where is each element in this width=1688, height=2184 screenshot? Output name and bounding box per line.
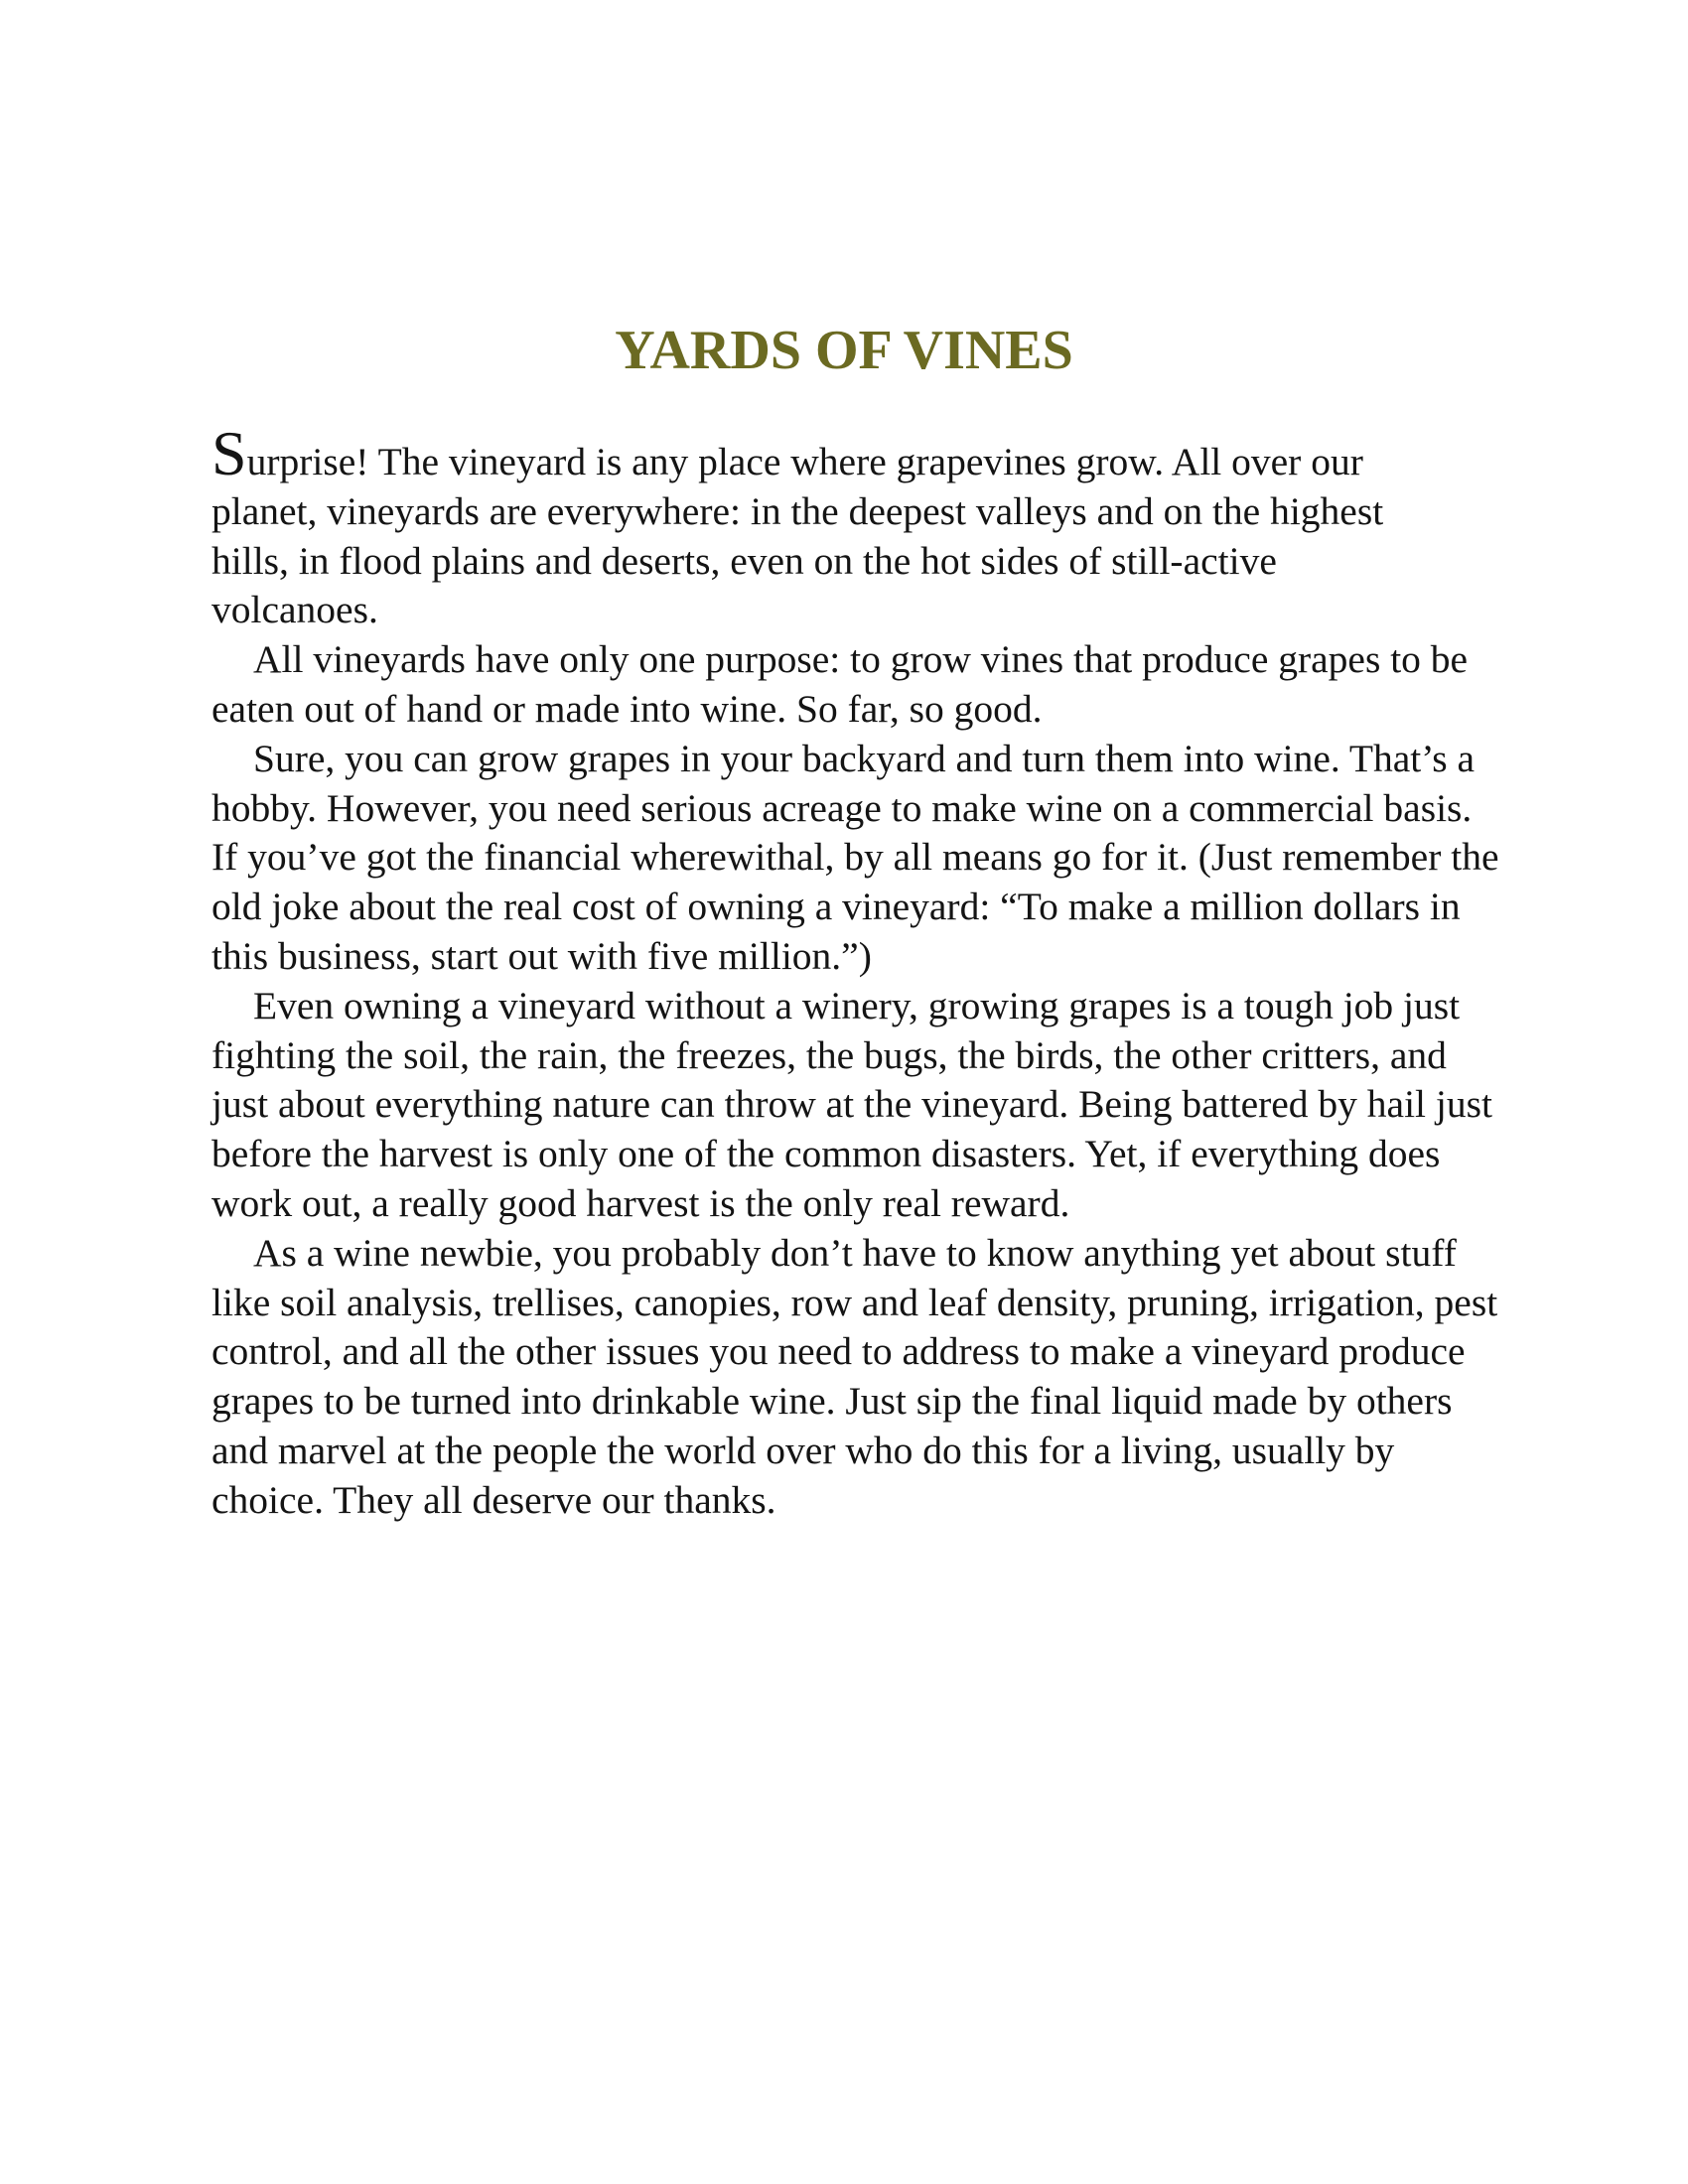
paragraph-1-line-1-text: urprise! The vineyard is any place where grapevines grow. All over our (246, 440, 1363, 483)
paragraph-1-line-1 (211, 418, 1502, 488)
paragraph-1-line-4: volcanoes. (211, 588, 378, 632)
paragraph-1 (211, 418, 1502, 635)
page-title: YARDS OF VINES (615, 320, 1073, 381)
paragraph-1-line-3: hills, in flood plains and deserts, even on the hot sides of still-active (211, 538, 1277, 583)
paragraph-1-line-2: planet, vineyards are everywhere: in the deepest valleys and on the highest (211, 488, 1384, 533)
paragraph-4: Even owning a vineyard without a winery, growing grapes is a tough job just fighting the soil, the rain, the freezes, the bugs, the birds, the other critters, and just about everything nature can throw at the vineyard. Being battered by hail just before the harvest is only one of the common disasters. Yet, if everything does work out, a really good harvest is the only real reward. (211, 983, 1492, 1225)
paragraph-3: Sure, you can grow grapes in your backyard and turn them into wine. That’s a hobby. However, you need serious acreage to make wine on a commercial basis. If you’ve got the financial wherewithal, by all means go for it. (Just remember the old joke about the real cost of owning a vineyard: “To make a million dollars in this business, start out with five million.”) (211, 736, 1499, 978)
drop-cap: S (211, 418, 247, 488)
paragraph-5: As a wine newbie, you probably don’t have to know anything yet about stuff like soil analysis, trellises, canopies, row and leaf density, pruning, irrigation, pest control, and all the other issues you need to address to make a vineyard produce grapes to be turned into drinkable wine. Just sip the final liquid made by others and marvel at the people the world over who do this for a living, usually by choice. They all deserve our thanks. (211, 1230, 1498, 1522)
paragraph-2: All vineyards have only one purpose: to grow vines that produce grapes to be eaten out of hand or made into wine. So far, so good. (211, 637, 1469, 731)
body-text (211, 418, 1502, 1526)
